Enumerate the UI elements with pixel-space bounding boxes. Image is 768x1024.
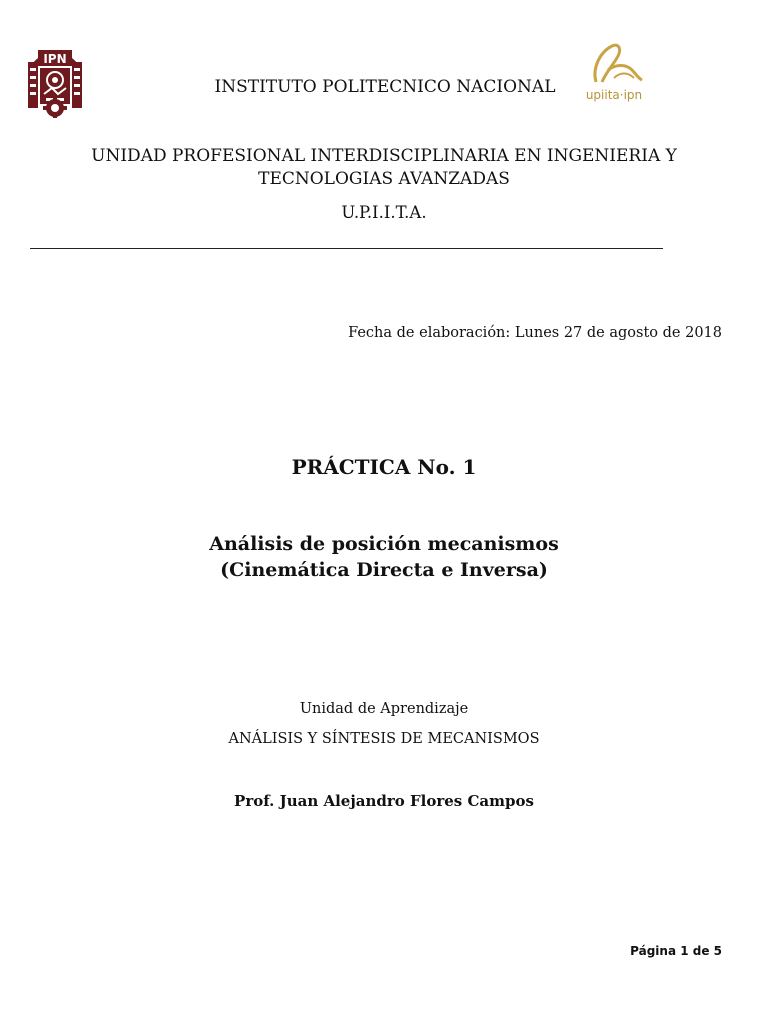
course-name: ANÁLISIS Y SÍNTESIS DE MECANISMOS	[228, 731, 540, 747]
upiita-logo-icon	[578, 42, 650, 104]
practice-subject	[0, 531, 768, 583]
practice-title: PRÁCTICA No. 1	[291, 455, 477, 479]
ipn-seal-icon	[26, 44, 84, 118]
header-divider	[30, 248, 663, 249]
professor-name: Prof. Juan Alejandro Flores Campos	[234, 792, 534, 810]
practice-subject-line-2: (Cinemática Directa e Inversa)	[220, 559, 548, 581]
ipn-logo-text: IPN	[43, 52, 67, 66]
course-label: Unidad de Aprendizaje	[299, 701, 469, 717]
practice-subject-line-1: Análisis de posición mecanismos	[209, 533, 559, 555]
institute-name: INSTITUTO POLITECNICO NACIONAL	[214, 77, 556, 97]
elaboration-date: Fecha de elaboración: Lunes 27 de agosto de 2018	[348, 325, 722, 341]
unit-acronym: U.P.I.I.T.A.	[341, 203, 427, 222]
unit-name-line-1: UNIDAD PROFESIONAL INTERDISCIPLINARIA EN INGENIERIA Y	[91, 146, 677, 166]
upiita-logo-text: upiita·ipn	[585, 88, 643, 102]
unit-name	[0, 145, 768, 191]
unit-name-line-2: TECNOLOGIAS AVANZADAS	[258, 169, 510, 189]
page-number: Página 1 de 5	[630, 944, 722, 958]
